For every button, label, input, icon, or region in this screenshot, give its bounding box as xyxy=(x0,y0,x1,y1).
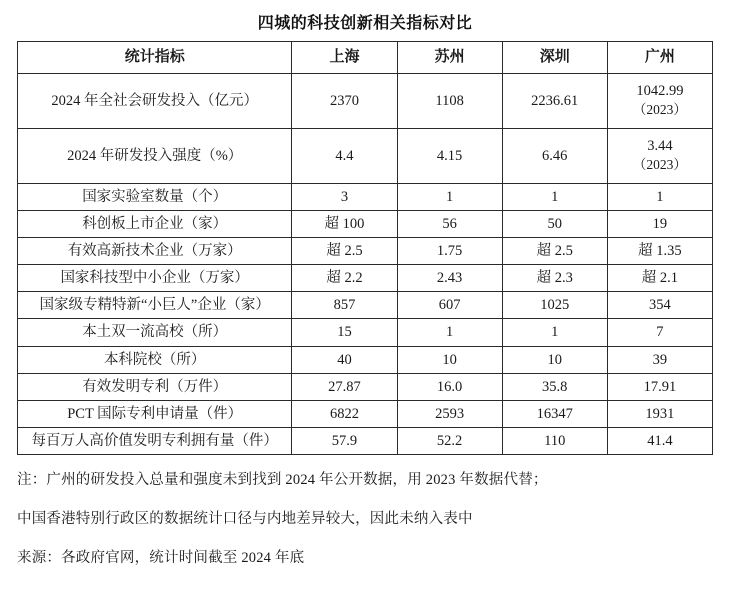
cell-shanghai xyxy=(292,346,397,373)
cell-shenzhen xyxy=(502,238,607,265)
cell-shanghai xyxy=(292,373,397,400)
column-header-indicator: 统计指标 xyxy=(18,42,292,74)
table-row xyxy=(18,400,713,427)
cell-suzhou xyxy=(397,427,502,454)
note-line: 中国香港特别行政区的数据统计口径与内地差异较大，因此未纳入表中 xyxy=(17,511,473,528)
cell-shenzhen xyxy=(502,319,607,346)
cell-shanghai xyxy=(292,265,397,292)
cell-value: 16.0 xyxy=(436,378,463,395)
cell-value: 2593 xyxy=(435,405,465,422)
cell-value: 57.9 xyxy=(331,432,358,449)
cell-shenzhen xyxy=(502,373,607,400)
table-row xyxy=(18,128,713,183)
cell-shenzhen xyxy=(502,210,607,237)
cell-shenzhen xyxy=(502,183,607,210)
cell-guangzhou xyxy=(607,292,712,319)
cell-shanghai xyxy=(292,238,397,265)
cell-suzhou xyxy=(397,346,502,373)
cell-guangzhou xyxy=(607,400,712,427)
cell-shenzhen xyxy=(502,400,607,427)
cell-value: 2370 xyxy=(329,92,359,109)
cell-value: 超 100 xyxy=(324,215,365,232)
cell-shanghai xyxy=(292,427,397,454)
row-label: PCT 国际专利申请量（件） xyxy=(18,400,292,427)
table-row xyxy=(18,319,713,346)
cell-shanghai xyxy=(292,292,397,319)
cell-guangzhou xyxy=(607,319,712,346)
table-row xyxy=(18,292,713,319)
cell-value: 10 xyxy=(547,351,562,368)
cell-shenzhen xyxy=(502,73,607,128)
cell-value: 10 xyxy=(442,351,457,368)
cell-shenzhen xyxy=(502,292,607,319)
cell-suzhou xyxy=(397,292,502,319)
cell-value: 超 2.5 xyxy=(536,243,573,259)
notes-section xyxy=(17,455,713,571)
cell-value: 7 xyxy=(656,324,664,341)
cell-value-note: （2023） xyxy=(632,102,687,118)
cell-value: 17.91 xyxy=(643,378,677,395)
table-header-row xyxy=(18,42,713,74)
cell-value: 39 xyxy=(652,351,668,368)
row-label: 本科院校（所） xyxy=(18,346,292,373)
cell-shanghai xyxy=(292,400,397,427)
row-label: 国家实验室数量（个） xyxy=(18,183,292,210)
table-row xyxy=(18,183,713,210)
table-row xyxy=(18,73,713,128)
cell-suzhou xyxy=(397,73,502,128)
cell-shenzhen xyxy=(502,265,607,292)
row-label: 2024 年研发投入强度（%） xyxy=(18,128,292,183)
cell-value: 超 2.3 xyxy=(536,270,573,287)
cell-value: 1108 xyxy=(435,92,464,109)
cell-shanghai xyxy=(292,319,397,346)
row-label: 国家科技型中小企业（万家） xyxy=(18,265,292,292)
table-row xyxy=(18,265,713,292)
cell-value: 607 xyxy=(438,297,461,314)
cell-value: 1931 xyxy=(645,405,675,422)
cell-value: 1 xyxy=(445,324,454,341)
cell-value: 15 xyxy=(337,324,352,341)
cell-value: 2236.61 xyxy=(531,92,579,109)
row-label: 有效高新技术企业（万家） xyxy=(18,238,292,265)
cell-value: 1042.99 xyxy=(636,83,684,100)
cell-value: 1 xyxy=(551,188,559,205)
table-row xyxy=(18,210,713,237)
cell-suzhou xyxy=(397,183,502,210)
cell-value: 超 2.5 xyxy=(326,243,363,259)
row-label: 有效发明专利（万件） xyxy=(18,373,292,400)
cell-value: 2.43 xyxy=(436,270,463,287)
cell-value: 超 2.2 xyxy=(326,270,363,287)
row-label: 科创板上市企业（家） xyxy=(18,210,292,237)
cell-value: 50 xyxy=(547,215,562,232)
cell-suzhou xyxy=(397,238,502,265)
cell-value: 超 2.1 xyxy=(641,270,679,287)
cell-shanghai xyxy=(292,210,397,237)
cell-value: 857 xyxy=(333,297,356,314)
cell-guangzhou xyxy=(607,73,712,128)
cell-suzhou xyxy=(397,265,502,292)
cell-value: 1.75 xyxy=(436,243,463,259)
cell-value: 16347 xyxy=(536,405,573,422)
cell-guangzhou xyxy=(607,373,712,400)
cell-suzhou xyxy=(397,319,502,346)
cell-value: 354 xyxy=(649,297,671,314)
cell-shenzhen xyxy=(502,128,607,183)
cell-value: 1 xyxy=(656,188,664,205)
cell-shenzhen xyxy=(502,427,607,454)
cell-value: 1 xyxy=(445,188,454,205)
cell-guangzhou xyxy=(607,183,712,210)
cell-value: 19 xyxy=(652,215,668,232)
cell-value: 6.46 xyxy=(542,147,568,164)
row-label: 国家级专精特新“小巨人”企业（家） xyxy=(18,292,292,319)
cell-value: 27.87 xyxy=(328,378,361,395)
cell-value: 3.44 xyxy=(647,138,673,155)
note-line: 注：广州的研发投入总量和强度未到找到 2024 年公开数据，用 2023 年数据代替； xyxy=(17,472,548,488)
cell-value: 4.15 xyxy=(436,147,463,164)
column-header-shenzhen: 深圳 xyxy=(502,42,607,74)
table-row xyxy=(18,427,713,454)
cell-value-note: （2023） xyxy=(632,157,687,173)
cell-guangzhou xyxy=(607,346,712,373)
row-label: 每百万人高价值发明专利拥有量（件） xyxy=(18,427,292,454)
table-body xyxy=(18,73,713,454)
cell-value: 40 xyxy=(337,351,352,368)
table-row xyxy=(18,346,713,373)
table-header xyxy=(18,42,713,74)
cell-suzhou xyxy=(397,210,502,237)
table-row xyxy=(18,373,713,400)
column-header-guangzhou: 广州 xyxy=(607,42,712,74)
row-label: 2024 年全社会研发投入（亿元） xyxy=(18,73,292,128)
cell-guangzhou xyxy=(607,427,712,454)
cell-shanghai xyxy=(292,73,397,128)
cell-shenzhen xyxy=(502,346,607,373)
note-line: 来源：各政府官网，统计时间截至 2024 年底 xyxy=(17,550,305,567)
cell-value: 4.4 xyxy=(335,147,354,164)
cell-value: 超 1.35 xyxy=(638,243,682,259)
comparison-table xyxy=(17,41,713,455)
cell-value: 1025 xyxy=(540,297,570,314)
cell-guangzhou xyxy=(607,210,712,237)
cell-value: 41.4 xyxy=(647,432,673,449)
cell-suzhou xyxy=(397,128,502,183)
cell-value: 52.2 xyxy=(436,432,463,449)
table-row xyxy=(18,238,713,265)
cell-guangzhou xyxy=(607,265,712,292)
cell-value: 35.8 xyxy=(542,378,568,395)
cell-shanghai xyxy=(292,128,397,183)
cell-value: 56 xyxy=(442,215,457,232)
page-title: 四城的科技创新相关指标对比 xyxy=(257,15,473,32)
cell-value: 3 xyxy=(340,188,349,205)
cell-guangzhou xyxy=(607,238,712,265)
cell-suzhou xyxy=(397,373,502,400)
column-header-shanghai: 上海 xyxy=(292,42,397,74)
cell-value: 6822 xyxy=(329,405,359,422)
row-label: 本土双一流高校（所） xyxy=(18,319,292,346)
cell-value: 1 xyxy=(551,324,559,341)
cell-value: 110 xyxy=(544,432,566,449)
cell-guangzhou xyxy=(607,128,712,183)
cell-shanghai xyxy=(292,183,397,210)
column-header-suzhou: 苏州 xyxy=(397,42,502,74)
cell-suzhou xyxy=(397,400,502,427)
